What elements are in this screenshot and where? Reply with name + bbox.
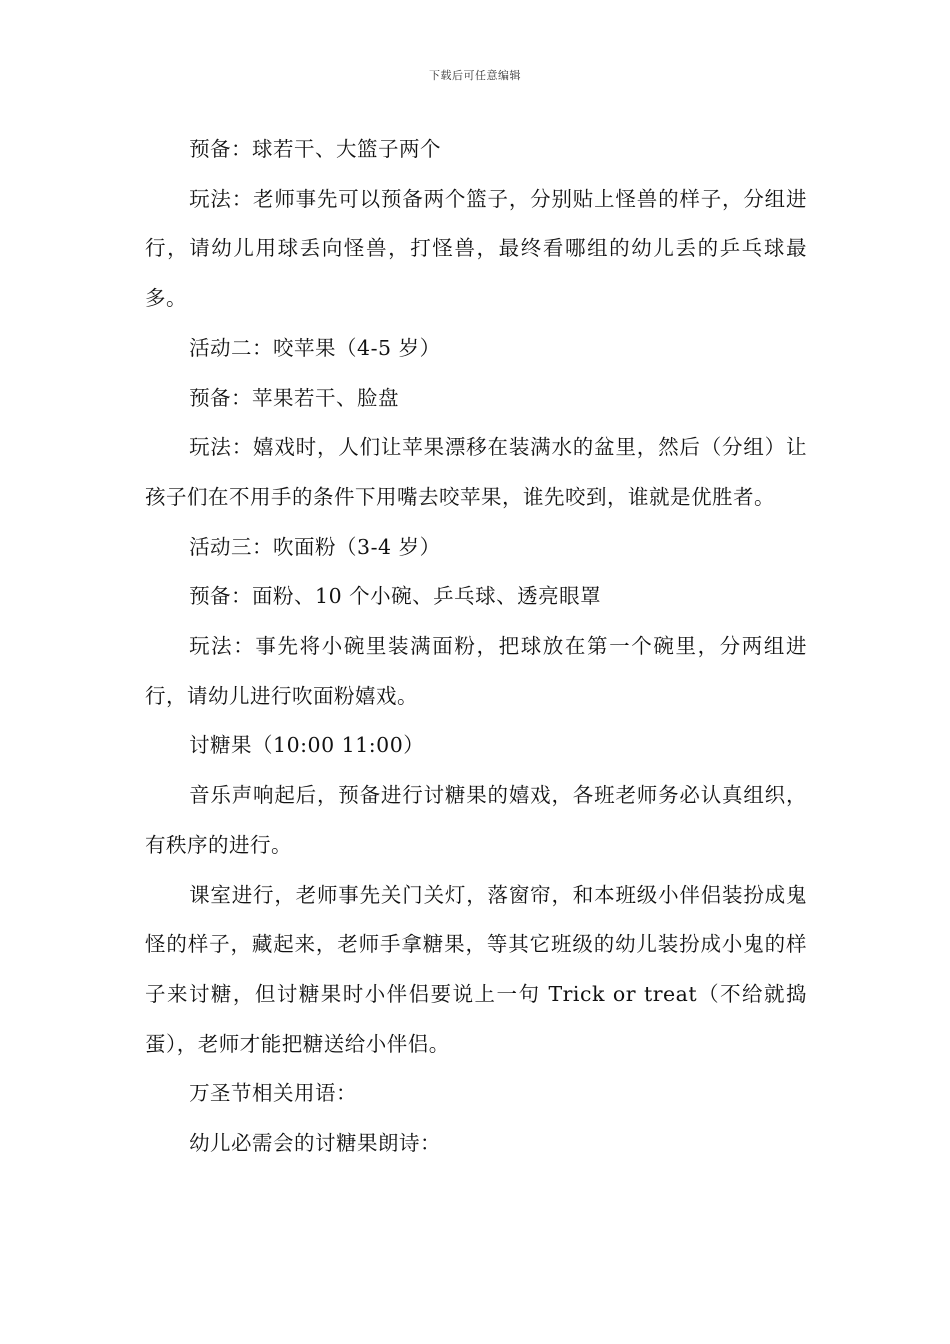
- paragraph-play-2: 玩法：嬉戏时，人们让苹果漂移在装满水的盆里，然后（分组）让孩子们在不用手的条件下用嘴去咬苹果，谁先咬到，谁就是优胜者。: [145, 435, 807, 509]
- paragraph-prep-3: 预备：面粉、10 个小碗、乒乓球、透亮眼罩: [189, 584, 602, 609]
- paragraph-prep-1: 预备：球若干、大篮子两个: [189, 137, 442, 161]
- paragraph-candy-intro: 音乐声响起后，预备进行讨糖果的嬉戏，各班老师务必认真组织，有秩序的进行。: [145, 783, 807, 857]
- paragraph-prep-2: 预备：苹果若干、脸盘: [189, 385, 400, 410]
- paragraph-activity-2-title: 活动二：咬苹果（4-5 岁）: [189, 335, 441, 360]
- paragraph-play-1: 玩法：老师事先可以预备两个篮子，分别贴上怪兽的样子，分组进行，请幼儿用球丢向怪兽，打怪兽，最终看哪组的幼儿丢的乒乓球最多。: [145, 186, 807, 311]
- document-body: [145, 125, 807, 1169]
- page-header: 下载后可任意编辑: [429, 69, 521, 82]
- paragraph-halloween-terms: 万圣节相关用语：: [189, 1081, 358, 1106]
- paragraph-play-3: 玩法：事先将小碗里装满面粉，把球放在第一个碗里，分两组进行，请幼儿进行吹面粉嬉戏。: [145, 634, 807, 708]
- paragraph-activity-3-title: 活动三：吹面粉（3-4 岁）: [189, 534, 441, 559]
- paragraph-candy-title: 讨糖果（10:00 11:00）: [189, 733, 425, 758]
- paragraph-candy-rules: 课室进行，老师事先关门关灯，落窗帘，和本班级小伴侣装扮成鬼怪的样子，藏起来，老师手拿糖果，等其它班级的幼儿装扮成小鬼的样子来讨糖，但讨糖果时小伴侣要说上一句 Trick or treat（不给就捣蛋），老师才能把糖送给小伴侣。: [145, 882, 807, 1056]
- paragraph-candy-poem: 幼儿必需会的讨糖果朗诗：: [189, 1131, 442, 1156]
